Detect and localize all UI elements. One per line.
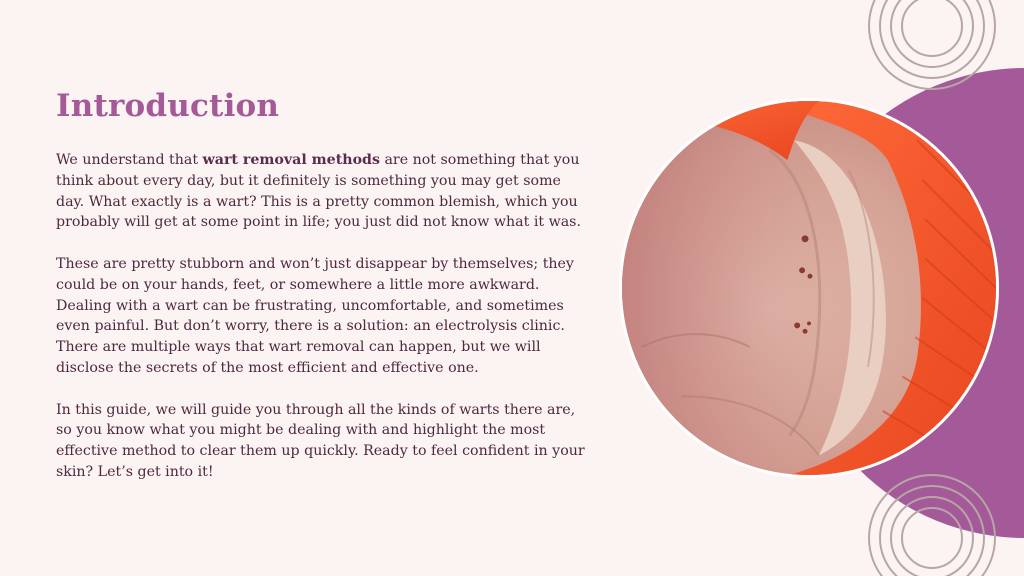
highlight-wart-removal-methods: wart removal methods [202, 152, 380, 168]
slide-title: Introduction [56, 88, 280, 124]
slide-body [56, 150, 586, 504]
paragraph-intro [56, 150, 586, 233]
wart-skin-photo [619, 98, 999, 478]
paragraph-guide: In this guide, we will guide you through all the kinds of warts there are, so you know what you might be dealing with and highlight the most effective method to clear them up quickly. Ready to feel confident in your skin? Let’s get into it! [56, 401, 585, 480]
paragraph-stubborn-warts: These are pretty stubborn and won’t just disappear by themselves; they could be on your hands, feet, or somewhere a little more awkward. Dealing with a wart can be frustrating, uncomfortable, and sometimes even painful. But don’t worry, there is a solution: an electrolysis clinic. There are multiple ways that wart removal can happen, but we will disclose the secrets of the most efficient and effective one. [56, 255, 574, 376]
concentric-rings-top [866, 0, 998, 92]
paragraph-intro-start: We understand that [56, 152, 203, 168]
concentric-rings-bottom [866, 472, 998, 576]
paragraph-intro-rest: are not something that you think about every day, but it definitely is something you may get some day. What exactly is a wart? This is a pretty common blemish, which you probably will get at some point in life; you just did not know what it was. [56, 152, 581, 231]
